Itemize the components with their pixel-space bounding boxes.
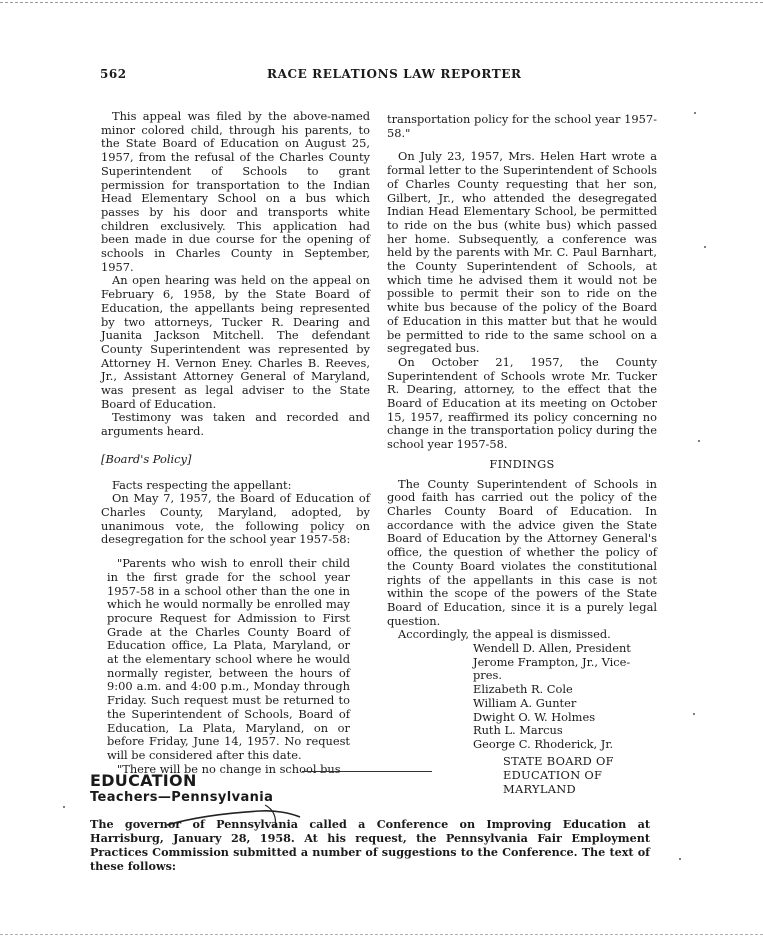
appeal-paragraph: This appeal was filed by the above-named minor colored child, through his parents, to the State Board of Education on August 25, 1957, from the refusal of the Charles County Superintendent of Schools to grant permission for transportation to the Indian Head Elementary School on a bus which passes by his door and transports white children exclusively. This application had been made in due course for the opening of schools in Charles County in September, 1957.: [101, 109, 370, 274]
october-letter-paragraph: On October 21, 1957, the County Superintendent of Schools wrote Mr. Tucker R. Dearing, attorney, to the effect that the Board of Education at its meeting on October 15, 1957, reaffirmed its policy concerning no change in the transportation policy during the school year 1957-58.: [387, 354, 657, 452]
policy-quote-bus: "There will be no change in school bus: [117, 761, 341, 776]
board-name-line: MARYLAND: [503, 781, 576, 796]
scan-speck: [704, 246, 706, 248]
scan-speck: [698, 440, 700, 442]
section-divider: [302, 771, 432, 772]
dismissal-paragraph: Accordingly, the appeal is dismissed.: [398, 627, 611, 642]
policy-quote-continued: transportation policy for the school year 1957-58.": [387, 112, 657, 140]
signature-line: Wendell D. Allen, President: [473, 641, 631, 656]
testimony-paragraph: Testimony was taken and recorded and arguments heard.: [101, 410, 370, 439]
signature-line: George C. Rhoderick, Jr.: [473, 736, 614, 751]
section-title: EDUCATION: [90, 771, 197, 790]
top-scan-border: [0, 2, 763, 3]
findings-paragraph: The County Superintendent of Schools in good faith has carried out the policy of the Charles County Board of Education. In accordance with the advice given the State Board of Education by the Attorney General's office, the question of whether the policy of the County Board violates the constitutional rights of the appellants in this case is not within the scope of the powers of the State Board of Education, since it is a purely legal question.: [387, 476, 657, 628]
board-policy-heading: [Board's Policy]: [101, 451, 192, 466]
signature-line: Dwight O. W. Holmes: [473, 709, 596, 724]
hearing-paragraph: An open hearing was held on the appeal on February 6, 1958, by the State Board of Education, the appellants being represented by two attorneys, Tucker R. Dearing and Juanita Jackson Mitchell. The defendant County Superintendent was represented by Attorney H. Vernon Eney. Charles B. Reeves, Jr., Assistant Attorney General of Maryland, was present as legal adviser to the State Board of Education.: [101, 273, 370, 411]
signature-line: Jerome Frampton, Jr., Vice-pres.: [473, 654, 631, 683]
findings-heading: FINDINGS: [489, 456, 555, 471]
board-name-line: STATE BOARD OF: [503, 753, 614, 768]
board-name-line: EDUCATION OF: [503, 767, 603, 782]
policy-paragraph: On May 7, 1957, the Board of Education of Charles County, Maryland, adopted, by unanimous vote, the following policy on desegregation for the school year 1957-58:: [101, 491, 370, 547]
subsection-title: Teachers—Pennsylvania: [90, 790, 274, 805]
signature-line: Elizabeth R. Cole: [473, 682, 573, 697]
facts-paragraph: Facts respecting the appellant:: [112, 477, 292, 492]
conference-intro-paragraph: The governor of Pennsylvania called a Conference on Improving Education at Harrisburg, January 28, 1958. At his request, the Pennsylvania Fair Employment Practices Commission submitted a number of suggestions to the Conference. The text of these follows:: [90, 817, 650, 873]
signature-block: [473, 642, 657, 752]
policy-quote: [107, 557, 350, 776]
signature-line: William A. Gunter: [473, 695, 577, 710]
scan-speck: [694, 112, 696, 114]
bottom-scan-border: [0, 934, 763, 935]
scan-speck: [63, 806, 65, 808]
signature-line: Ruth L. Marcus: [473, 723, 563, 738]
policy-quote-enrollment: "Parents who wish to enroll their child in the first grade for the school year 1957-58 in a school other than the one in which he would normally be enrolled may procure Request for Admission to First Grade at the Charles County Board of Education office, La Plata, Maryland, or at the elementary school where he would normally register, between the hours of 9:00 a.m. and 4:00 p.m., Monday through Friday. Such request must be returned to the Superintendent of Schools, Board of Education, La Plata, Maryland, on or before Friday, June 14, 1957. No request will be considered after this date.: [107, 556, 350, 762]
left-column: [101, 110, 370, 776]
hart-letter-paragraph: On July 23, 1957, Mrs. Helen Hart wrote a formal letter to the Superintendent of Schools of Charles County requesting that her son, Gilbert, Jr., who attended the desegregated Indian Head Elementary School, be permitted to ride on the bus (white bus) which passed her home. Subsequently, a conference was held by the parents with Mr. C. Paul Barnhart, the County Superintendent of Schools, at which time he advised them it would not be possible to permit their son to ride on the white bus because of the policy of the Board of Education in this matter but that he would be permitted to ride to the same school on a segregated bus.: [387, 149, 657, 356]
right-column: [387, 113, 657, 796]
running-title: RACE RELATIONS LAW REPORTER: [267, 67, 522, 81]
scan-speck: [679, 858, 681, 860]
page-number: 562: [100, 67, 127, 81]
scan-speck: [693, 713, 695, 715]
board-name: [503, 754, 657, 796]
